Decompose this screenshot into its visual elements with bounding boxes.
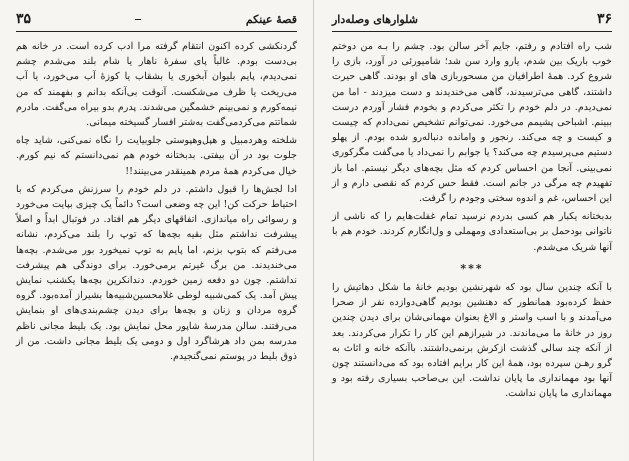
paragraph: با آنکه چندین سال بود که شهرنشین بودیم خانهٔ ما شکل دهاتیش را حفظ کرده‌بود همانطور که دهنشین بودیم گاهی‌دوازده نفر از صحرا می‌آمدند و با اسب واستر و الاغ بعنوان مهمانی‌شان برای دیدن چندین روز در خانهٔ ما می‌ماندند. در شیرازهم این کار را تکرار می‌کردند. بعد از آنکه چند سالی گذشت ازکرش برنمی‌داشتند. باآنکه خانه و اثاث به گرو رهـن سپرده بود، همهٔ این کار برایم افتاده بود که می‌دانستند چون آنها بود مهمانداری ما پایان نداشت. این بی‌صاحب بسیاری رفته بود و مهمانداری ما پایان نداشت.	[332, 282, 612, 400]
header-separator	[135, 19, 141, 20]
section-break: ***	[460, 261, 484, 275]
right-page-header	[332, 10, 612, 32]
running-title: قصهٔ عینکم	[245, 12, 297, 26]
paragraph: بدبختانه یکبار هم کسی بدردم نرسید تمام غفلت‌هایم را که ناشی از ناتوانی بودحمل بر بی‌استعدادی ومهملی و ول‌انگارم کردند. خودم هم با آنها شریک می‌شدم.	[332, 211, 612, 253]
paragraph: ادا لجش‌ها را قبول داشتم. در دلم خودم را سرزنش می‌کردم که با احتیاط حرکت کن! این چه وضعی است؟ دائماً یک چیزی بپایت می‌خورد و رسوائی راه میاندازی. اتفاقهای دیگر هم افتاد. در فوتبال ابداً و اصلاً پیشرفت نداشتم مثل بقیه بچه‌ها که توپ را بلند می‌کردم، نشانه می‌رفتم که بتوپ بزنم، اما پایم به توپ نمیخورد بور می‌شدم. بچه‌ها می‌خندیدند. من برگ غیرتم برمی‌خورد. برای دوندگی هم پیشرفت نداشتم. چون دو دفعه زمین خوردم. دندانکرین بچه‌ها یکشنب نمایش پیش آمد. یک کمی‌شبیه لوطی غلامحسین‌شبیه‌ها بشیراز آمده‌بود. گروه گروه مردان و زنان و بچه‌ها برای دیدن چشم‌بندی‌های او بنمایش می‌رفتند. سالن مدرسهٔ شاپور محل نمایش بود. یک بلیط مجانی ناظم مدرسه بمن داد هرشاگرد اول و دومی یک بلیط مجانی داشت. من از ذوق بلیط در پوستم نمی‌گنجیدم.	[16, 183, 297, 363]
paragraph: گردنکشی کرده اکنون انتقام گرفته مرا ادب کرده است. در خانه هم بی‌دست بودم. غالباً پای سفرهٔ ناهار یا شام بلند می‌شدم چشم نمی‌دیدم، پایم بلیوان آبخوری یا بشقاب یا کوزهٔ آب می‌خورد، یا آب می‌ریخت یا ظرف می‌شکست. آنوقت بی‌آنکه بدانم و بفهمند که من نیمه‌کورم و نمی‌بینم خشمگین می‌شدند. پدرم بدو بیراه می‌گفت. مادرم شماتتم می‌کردمی‌گفت بەشتر افسار گسیخته میمانی.	[16, 41, 297, 129]
page-number: ۳۵	[16, 11, 32, 27]
left-page-header	[16, 10, 297, 32]
left-page-body	[16, 39, 297, 364]
running-title: شلوارهای وصله‌دار	[332, 12, 418, 26]
paragraph: شلخته وهردمبیل و هپل‌وهپوستی جلوبیایت را نگاه نمی‌کنی، شاید چاه جلوت بود در آن بیفتی. بدبختانه خودم هم نمی‌دانستم که نیم کورم. خیال می‌کردم همهٔ مردم همینقدر می‌بینند!!	[16, 135, 297, 177]
left-page	[0, 0, 314, 461]
right-page-body	[332, 39, 612, 402]
page-number: ۳۶	[596, 11, 612, 27]
right-page	[314, 0, 628, 461]
paragraph: شب راه افتادم و رفتم، جایم آخر سالن بود. چشم را بـه من دوختم خوب باریک بین شدم، یارو وارد سن شد؛ شامیورئی در آورد، بازی را شروع کرد. همهٔ اطرافیان من مسحوربازی های او بودند. گاهی حیرت داشتند، گاهی می‌ترسیدند، گاهی می‌خندیدند و دست میزدند - اما من نمی‌دیدم. در دلم خودم را تکثر می‌کردم و بخودم فشار آوردم درست ببینم. اشباحی پشیمم می‌خورد. نمی‌توانم تشخیص نمی‌دادم که چیست و کیست و چه می‌کند. رنجور و وامانده دنباله‌رو شده بودم. از پهلو دستیم می‌پرسیدم چه می‌کند؟ یا جوابم را نمی‌داد یا می‌گفت مگرکوری نمی‌بینی. آنجا من احساس کردم که مثل بچه‌های دیگر نیستم. اما باز تفهیدم چه مرگی در جانم است. فقط حس کردم که نقصی دارم و از این احساس، غم و اندوه سختی وجودم را گرفت.	[332, 41, 612, 205]
